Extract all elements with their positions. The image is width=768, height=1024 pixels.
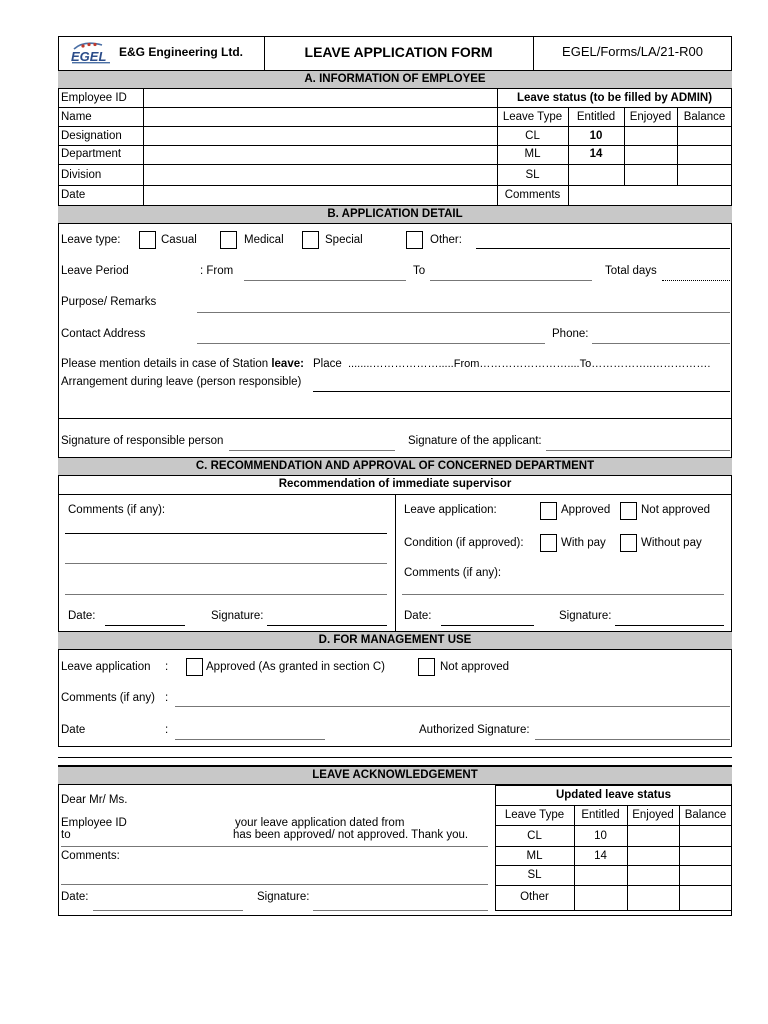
ack-date: Date:: [61, 891, 89, 903]
ack-header-entitled: Entitled: [581, 809, 620, 821]
sig-responsible-input-line[interactable]: [229, 450, 395, 451]
c-approved-label: Approved: [561, 504, 611, 516]
other-label: Other:: [430, 234, 462, 246]
form-code: EGEL/Forms/LA/21-R00: [562, 44, 703, 59]
phone-input-line[interactable]: [592, 343, 730, 344]
c-left-signature-label: Signature:: [211, 610, 264, 622]
leave-status-title: Leave status (to be filled by ADMIN): [516, 92, 713, 104]
c-approved-checkbox[interactable]: [540, 502, 557, 520]
other-input-line[interactable]: [476, 248, 730, 249]
c-with-pay-checkbox[interactable]: [540, 534, 557, 552]
ack-dear: Dear Mr/ Ms.: [61, 794, 128, 806]
d-not-approved-checkbox[interactable]: [418, 658, 435, 676]
updated-status-title: Updated leave status: [555, 789, 672, 801]
c-right-comments-label: Comments (if any):: [404, 567, 502, 579]
station-leave-bold: leave:: [271, 358, 304, 370]
d-comments-label: Comments (if any): [61, 692, 155, 704]
ack-signature: Signature:: [257, 891, 310, 903]
department-input[interactable]: [144, 146, 496, 163]
to-input-line[interactable]: [430, 280, 592, 281]
d-colon: :: [165, 724, 169, 736]
c-without-pay-label: Without pay: [641, 537, 702, 549]
d-colon: :: [165, 661, 169, 673]
row-divider: [58, 418, 732, 419]
contact-address-label: Contact Address: [61, 328, 146, 340]
ack-type-sl: SL: [527, 869, 542, 881]
sig-responsible-label: Signature of responsible person: [61, 435, 224, 447]
status-header-enjoyed: Enjoyed: [629, 111, 672, 123]
place-from-to-line[interactable]: ........……………….....From……………………....To……………..…………….: [348, 358, 711, 370]
ack-comments-line[interactable]: [61, 884, 488, 885]
d-date-line[interactable]: [175, 739, 325, 740]
ack-type-ml: ML: [526, 850, 543, 862]
ack-type-cl: CL: [527, 830, 542, 842]
ack-to: to: [61, 829, 71, 841]
status-entitled-ml: 14: [589, 148, 603, 160]
c-with-pay-label: With pay: [561, 537, 606, 549]
d-date-label: Date: [61, 724, 86, 736]
field-department: Department: [61, 148, 122, 160]
ack-title: LEAVE ACKNOWLEDGEMENT: [58, 766, 732, 785]
name-input[interactable]: [144, 108, 496, 125]
c-left-signature-line[interactable]: [267, 625, 387, 626]
c-not-approved-checkbox[interactable]: [620, 502, 637, 520]
c-leave-application-label: Leave application:: [404, 504, 497, 516]
separator-line: [58, 757, 732, 758]
section-d-title: D. FOR MANAGEMENT USE: [58, 631, 732, 650]
other-checkbox[interactable]: [406, 231, 423, 249]
casual-checkbox[interactable]: [139, 231, 156, 249]
d-approved-checkbox[interactable]: [186, 658, 203, 676]
row-divider: [495, 846, 732, 847]
c-without-pay-checkbox[interactable]: [620, 534, 637, 552]
date-input[interactable]: [144, 186, 496, 204]
station-leave-text: [61, 358, 304, 370]
c-comments-label: Comments (if any):: [68, 504, 166, 516]
section-c-title: C. RECOMMENDATION AND APPROVAL OF CONCERNED DEPARTMENT: [58, 457, 732, 476]
field-name: Name: [61, 111, 92, 123]
row-divider: [495, 885, 732, 886]
medical-checkbox[interactable]: [220, 231, 237, 249]
c-comments-line-3[interactable]: [65, 594, 387, 595]
status-header-type: Leave Type: [502, 111, 563, 123]
section-c-subtitle: Recommendation of immediate supervisor: [278, 478, 512, 490]
ack-entitled-cl: 10: [594, 830, 607, 842]
status-entitled-cl: 10: [589, 130, 603, 142]
status-type-cl: CL: [525, 130, 540, 142]
section-b-title: B. APPLICATION DETAIL: [58, 205, 732, 224]
c-left-date-line[interactable]: [105, 625, 185, 626]
phone-label: Phone:: [552, 328, 589, 340]
status-type-ml: ML: [524, 148, 541, 160]
total-days-label: Total days: [605, 265, 657, 277]
ack-comments: Comments:: [61, 850, 120, 862]
d-not-approved-label: Not approved: [440, 661, 510, 673]
medical-label: Medical: [244, 234, 284, 246]
form-title: LEAVE APPLICATION FORM: [304, 44, 493, 60]
status-header-entitled: Entitled: [576, 111, 616, 123]
c-not-approved-label: Not approved: [641, 504, 711, 516]
row-divider: [495, 805, 732, 806]
ack-header-type: Leave Type: [504, 809, 565, 821]
total-days-input-line[interactable]: [662, 280, 730, 281]
c-condition-label: Condition (if approved):: [404, 537, 524, 549]
purpose-label: Purpose/ Remarks: [61, 296, 157, 308]
from-input-line[interactable]: [244, 280, 406, 281]
ack-entitled-ml: 14: [594, 850, 607, 862]
purpose-input-line[interactable]: [197, 312, 730, 313]
ack-message-line: [61, 846, 488, 847]
ack-date-line[interactable]: [93, 910, 243, 911]
d-authorized-label: Authorized Signature:: [419, 724, 530, 736]
division-input[interactable]: [144, 165, 496, 184]
d-leave-application-label: Leave application: [61, 661, 151, 673]
special-label: Special: [325, 234, 363, 246]
c-left-date-label: Date:: [68, 610, 96, 622]
special-checkbox[interactable]: [302, 231, 319, 249]
sig-applicant-input-line[interactable]: [546, 450, 730, 451]
arrangement-label: Arrangement during leave (person responsible): [61, 376, 302, 388]
row-divider: [495, 825, 732, 826]
sig-applicant-label: Signature of the applicant:: [408, 435, 542, 447]
leave-period-label: Leave Period: [61, 265, 129, 277]
to-label: To: [413, 265, 426, 277]
field-division: Division: [61, 169, 102, 181]
c-right-comments-line[interactable]: [402, 594, 724, 595]
station-leave-prefix: Please mention details in case of Station: [61, 358, 269, 370]
field-employee-id: Employee ID: [61, 92, 127, 104]
employee-id-input[interactable]: [144, 90, 496, 106]
ack-line-1: your leave application dated from: [235, 817, 405, 829]
ack-employee-id: Employee ID: [61, 817, 127, 829]
casual-label: Casual: [161, 234, 197, 246]
company-logo: [68, 40, 114, 66]
d-comments-line[interactable]: [175, 706, 730, 707]
place-label: Place: [313, 358, 342, 370]
c-right-signature-line[interactable]: [615, 625, 724, 626]
ack-signature-line[interactable]: [313, 910, 488, 911]
contact-address-input-line[interactable]: [197, 343, 545, 344]
logo-text: EGEL: [71, 49, 107, 64]
c-comments-line-1[interactable]: [65, 533, 387, 534]
d-colon: :: [165, 692, 169, 704]
c-comments-line-2[interactable]: [65, 563, 387, 564]
leave-type-label: Leave type:: [61, 234, 121, 246]
col-divider: [497, 89, 498, 205]
c-right-signature-label: Signature:: [559, 610, 612, 622]
arrangement-input-line[interactable]: [313, 391, 730, 392]
d-approved-label: Approved (As granted in section C): [206, 661, 385, 673]
row-divider: [495, 865, 732, 866]
from-label: : From: [200, 265, 234, 277]
status-type-sl: SL: [525, 169, 540, 181]
section-a-title: A. INFORMATION OF EMPLOYEE: [58, 70, 732, 89]
designation-input[interactable]: [144, 127, 496, 144]
ack-type-other: Other: [520, 891, 549, 903]
ack-header-balance: Balance: [684, 809, 727, 821]
c-right-date-label: Date:: [404, 610, 432, 622]
ack-line-2: has been approved/ not approved. Thank you.: [233, 829, 469, 841]
c-right-date-line[interactable]: [441, 625, 534, 626]
d-authorized-line[interactable]: [535, 739, 730, 740]
ack-header-enjoyed: Enjoyed: [632, 809, 674, 821]
field-designation: Designation: [61, 130, 122, 142]
company-name: E&G Engineering Ltd.: [119, 45, 244, 59]
comments-label: Comments: [504, 189, 561, 201]
status-header-balance: Balance: [683, 111, 726, 123]
field-date: Date: [61, 189, 86, 201]
col-divider: [395, 494, 396, 631]
